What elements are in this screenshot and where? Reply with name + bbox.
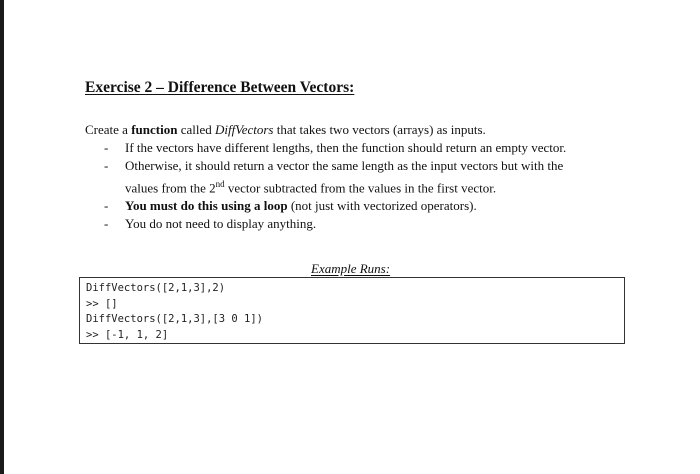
code-line: DiffVectors([2,1,3],2) [86,282,226,294]
code-line: >> [-1, 1, 2] [86,328,169,341]
bullet-dash: - [104,198,109,214]
requirements-list [85,139,605,233]
requirement-item-loop [85,197,605,215]
intro-paragraph [85,121,486,139]
ordinal-superscript: nd [215,179,225,189]
intro-post: that takes two vectors (arrays) as inputs. [273,122,486,137]
requirement-text: If the vectors have different lengths, then the function should return an empty vector. [125,140,567,155]
requirement-emphasis: You must do this using a loop [125,198,288,214]
requirement-text-pre: values from the 2 [125,180,216,196]
requirement-text: You do not need to display anything. [125,216,317,232]
requirement-item-same-length [85,157,605,197]
bullet-dash: - [104,158,109,173]
bullet-dash: - [104,216,109,232]
requirement-text-post: vector subtracted from the values in the first vector. [224,180,497,196]
code-line: >> [] [86,297,118,310]
example-runs-label: Example Runs: [311,261,391,276]
requirement-text: Otherwise, it should return a vector the same length as the input vectors but with the [125,158,564,173]
bullet-dash: - [104,140,109,155]
requirement-item-no-display [85,215,605,233]
requirement-text-continued [125,175,605,197]
exercise-title: Exercise 2 – Difference Between Vectors: [85,79,355,96]
example-code-box [79,277,625,344]
intro-mid: called [177,122,215,137]
requirement-text: (not just with vectorized operators). [287,198,477,214]
intro-function-name: DiffVectors [214,122,274,137]
intro-function-keyword: function [131,122,178,137]
requirement-item-different-lengths [85,139,605,157]
code-line: DiffVectors([2,1,3],[3 0 1]) [86,313,264,325]
left-border-line [0,0,4,474]
intro-pre: Create a [85,122,132,137]
